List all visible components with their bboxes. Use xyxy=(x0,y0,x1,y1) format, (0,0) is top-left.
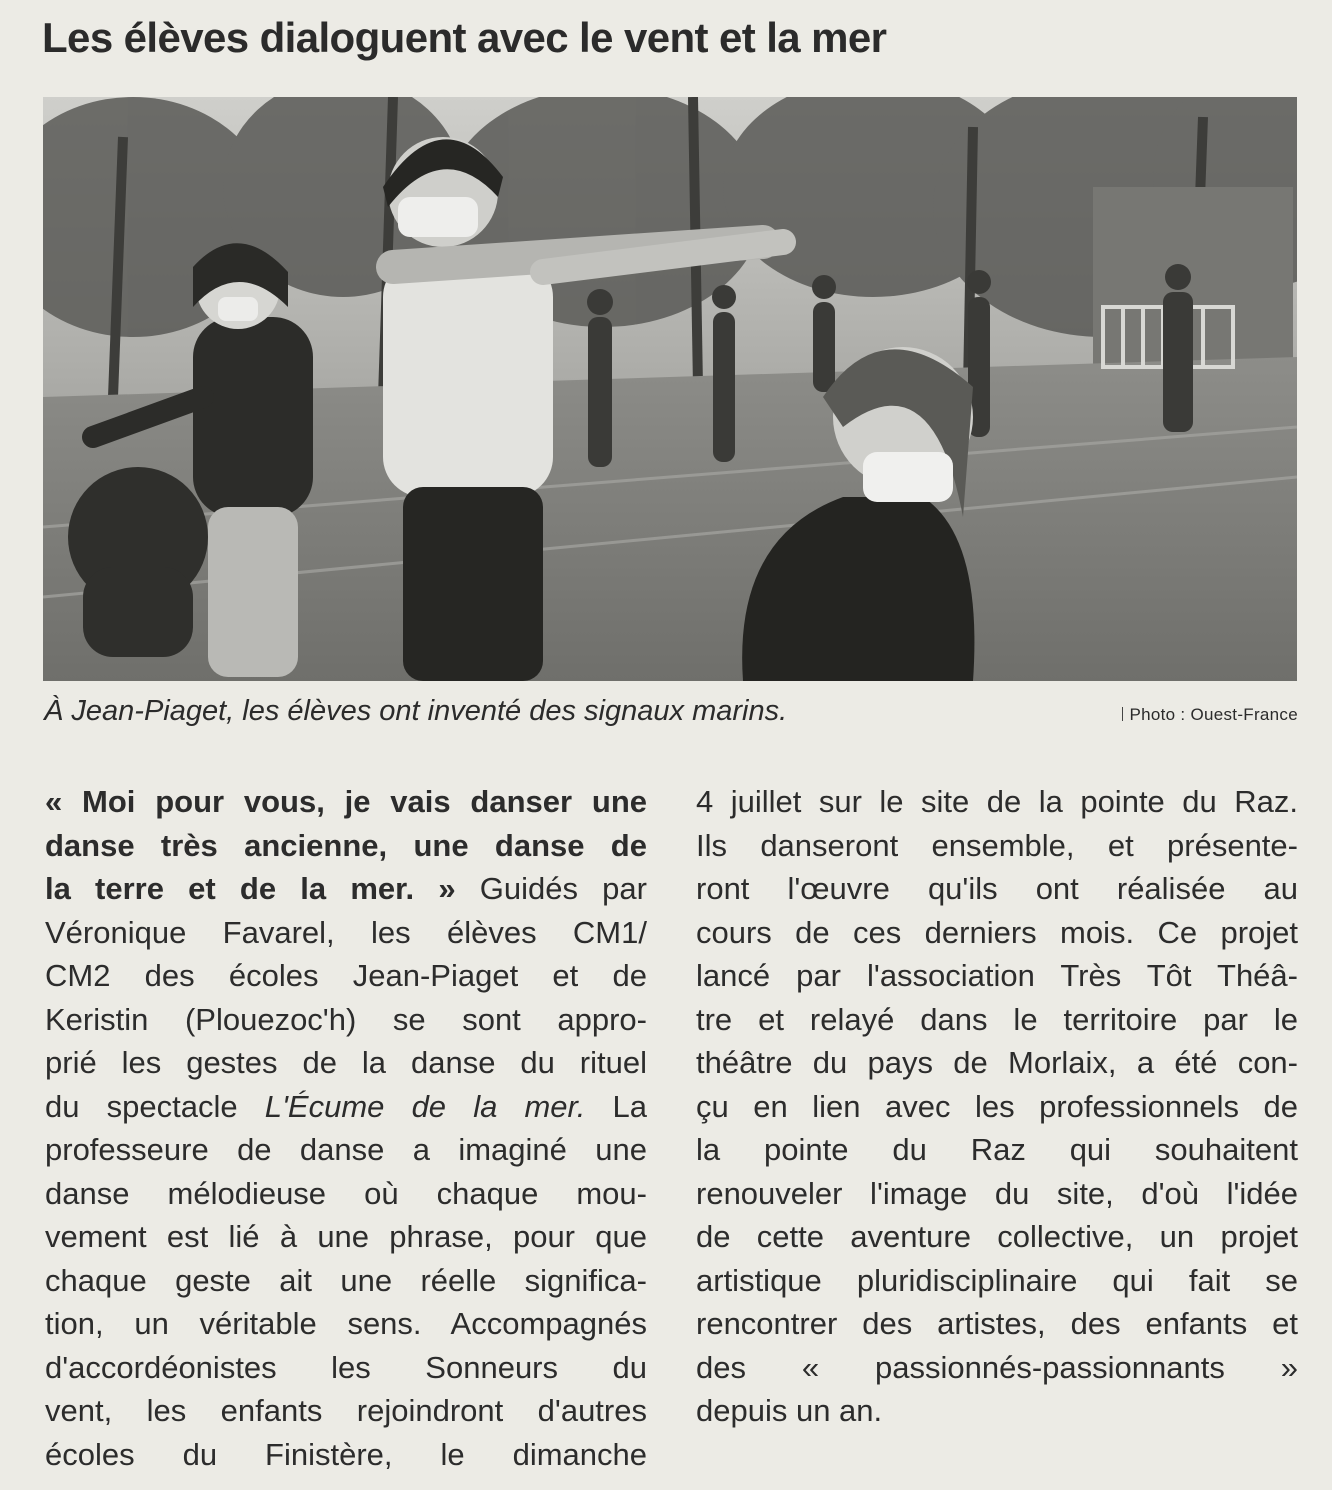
body-text: renouveler l'image du site, d'où l'idée xyxy=(696,1175,1298,1211)
body-column-left xyxy=(45,780,647,1476)
body-text: tion, un véritable sens. Accompagnés xyxy=(45,1306,647,1341)
body-line xyxy=(45,867,647,911)
body-text: d'accordéonistes les Sonneurs du xyxy=(45,1349,647,1385)
body-line xyxy=(45,911,647,955)
body-line xyxy=(696,998,1298,1042)
body-text: vent, les enfants rejoindront d'autres xyxy=(45,1393,647,1428)
body-line xyxy=(696,1128,1298,1172)
body-text: çu en lien avec les professionnels de xyxy=(696,1088,1298,1124)
work-title: L'Écume de la mer. xyxy=(264,1088,586,1124)
body-line xyxy=(45,1041,647,1085)
body-text: écoles du Finistère, le dimanche xyxy=(45,1436,647,1472)
body-text: Véronique Favarel, les élèves CM1/ xyxy=(45,914,647,950)
body-text: chaque geste ait une réelle significa- xyxy=(45,1262,647,1298)
body-text: Ils danseront ensemble, et présente- xyxy=(696,827,1298,863)
body-line xyxy=(696,1259,1298,1303)
body-text: danse mélodieuse où chaque mou- xyxy=(45,1175,647,1211)
body-line xyxy=(696,867,1298,911)
body-text: ront l'œuvre qu'ils ont réalisée au xyxy=(696,871,1298,906)
body-line xyxy=(45,1302,647,1346)
body-text: 4 juillet sur le site de la pointe du Raz. xyxy=(696,784,1298,819)
body-text: professeure de danse a imaginé une xyxy=(45,1132,647,1167)
body-line xyxy=(45,1215,647,1259)
body-line xyxy=(45,998,647,1042)
body-column-right xyxy=(696,780,1298,1433)
body-line xyxy=(696,1172,1298,1216)
photo-illustration xyxy=(43,97,1297,681)
body-text: danse très ancienne, une danse de xyxy=(45,827,647,863)
body-line xyxy=(45,1389,647,1433)
body-text: de cette aventure collective, un projet xyxy=(696,1219,1298,1254)
body-text: des « passionnés-passionnants » xyxy=(696,1349,1298,1385)
body-line xyxy=(696,1085,1298,1129)
body-line xyxy=(45,824,647,868)
body-line xyxy=(696,954,1298,998)
photo-caption: À Jean-Piaget, les élèves ont inventé des signaux marins. xyxy=(44,695,788,727)
body-line xyxy=(45,1433,647,1477)
body-line xyxy=(45,1085,647,1129)
body-line xyxy=(696,1302,1298,1346)
body-line xyxy=(45,1128,647,1172)
body-text: du spectacle xyxy=(45,1088,265,1124)
body-line xyxy=(45,1172,647,1216)
body-line xyxy=(696,1215,1298,1259)
headline: Les élèves dialoguent avec le vent et la mer xyxy=(42,14,887,61)
body-line xyxy=(45,1346,647,1390)
body-text: lancé par l'association Très Tôt Théâ- xyxy=(696,958,1298,993)
body-text: vement est lié à une phrase, pour que xyxy=(45,1219,647,1254)
body-line xyxy=(45,780,647,824)
body-text: théâtre du pays de Morlaix, a été con- xyxy=(696,1045,1298,1080)
body-text: Keristin (Plouezoc'h) se sont appro- xyxy=(45,1001,647,1037)
body-text: cours de ces derniers mois. Ce projet xyxy=(696,914,1298,950)
body-text: la terre et de la mer. » xyxy=(45,871,456,906)
body-line xyxy=(696,780,1298,824)
body-line xyxy=(45,954,647,998)
body-line xyxy=(696,1346,1298,1390)
body-text: depuis un an. xyxy=(696,1393,883,1428)
body-text: La xyxy=(585,1088,647,1124)
body-line xyxy=(696,824,1298,868)
credit-divider xyxy=(1122,707,1123,721)
body-line xyxy=(696,1389,1298,1433)
body-text: CM2 des écoles Jean-Piaget et de xyxy=(45,958,647,993)
body-line xyxy=(45,1259,647,1303)
body-text: artistique pluridisciplinaire qui fait se xyxy=(696,1262,1298,1298)
body-text: Guidés par xyxy=(455,871,647,906)
body-text: « Moi pour vous, je vais danser une xyxy=(45,784,647,819)
photo-credit xyxy=(1122,705,1298,725)
photo-credit-text: Photo : Ouest-France xyxy=(1129,705,1298,724)
body-text: la pointe du Raz qui souhaitent xyxy=(696,1132,1298,1167)
body-text: prié les gestes de la danse du rituel xyxy=(45,1045,647,1080)
body-text: tre et relayé dans le territoire par le xyxy=(696,1001,1298,1037)
article-photo xyxy=(43,97,1297,681)
body-line xyxy=(696,911,1298,955)
body-text: rencontrer des artistes, des enfants et xyxy=(696,1306,1298,1341)
body-line xyxy=(696,1041,1298,1085)
